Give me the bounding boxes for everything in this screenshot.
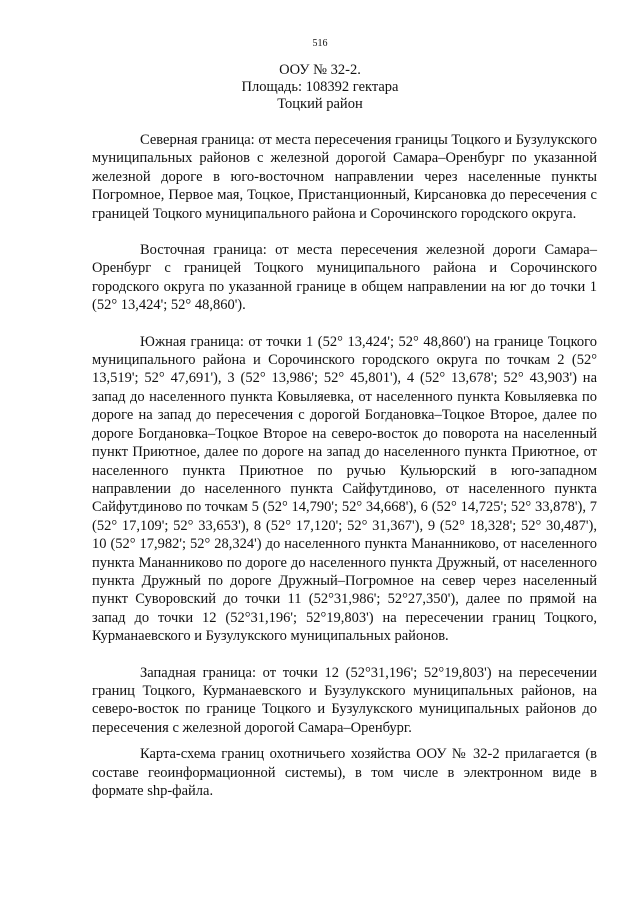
page-number: 516 [312, 38, 328, 49]
southern-boundary-paragraph: Южная граница: от точки 1 (52° 13,424'; 52° 48,860') на границе Тоцкого муниципального района и Сорочинского городского округа по точкам 2 (52° 13,519'; 52° 47,691'), 3 (52° 13,986'; 52° 45,801'), 4 (52° 13,678'; 52° 43,903') на запад до населенного пункта Ковыляевка, от населенного пункта Ковыляевка по дороге на запад до пересечения с дорогой Богдановка–Тоцкое Второе, далее по дороге Богдановка–Тоцкое Второе на северо-восток до поворота на населенный пункт Приютное, далее по дороге на запад до населенного пункта Приютное, от населенного пункта Приютное по ручью Кульюрский в юго-западном направлении до населенного пункта Сайфутдиново, от населенного пункта Сайфутдиново по точкам 5 (52° 14,790'; 52° 34,668'), 6 (52° 14,725'; 52° 33,878'), 7 (52° 17,109'; 52° 33,653'), 8 (52° 17,120'; 52° 31,367'), 9 (52° 18,328'; 52° 30,487'), 10 (52° 17,982'; 52° 28,324') до населенного пункта Мананниково, от населенного пункта Мананниково по дороге до населенного пункта Дружный, от населенного пункта Дружный по дороге Дружный–Погромное на север через населенный пункт Суворовский до точки 11 (52°31,986'; 52°27,350'), далее по прямой на запад до точки 12 (52°31,196'; 52°19,803') на пересечении границ Тоцкого, Курманаевского и Бузулукского муниципальных районов. [92, 333, 597, 645]
document-header [0, 62, 640, 113]
area-line: Площадь: 108392 гектара [241, 79, 399, 95]
hunting-ground-title: ООУ № 32-2. [279, 62, 361, 78]
map-scheme-note-paragraph: Карта-схема границ охотничьего хозяйства ООУ № 32-2 прилагается (в составе геоинформационной системы), в том числе в электронном виде в формате shp-файла. [92, 746, 597, 799]
northern-boundary-paragraph: Северная граница: от места пересечения границы Тоцкого и Бузулукского муниципальных районов с железной дорогой Самара–Оренбург по указанной железной дороге в юго-восточном направлении через населенные пункты Погромное, Первое мая, Тоцкое, Пристанционный, Кирсановка до пересечения с границей Тоцкого муниципального района и Сорочинского городского округа. [92, 132, 597, 222]
document-body [92, 131, 597, 818]
western-boundary-paragraph: Западная граница: от точки 12 (52°31,196'; 52°19,803') на пересечении границ Тоцкого, Курманаевского и Бузулукского муниципальных районов, на северо-восток по границе Тоцкого и Бузулукского муниципальных районов до пересечения с железной дорогой Самара–Оренбург. [92, 664, 597, 736]
eastern-boundary-paragraph: Восточная граница: от места пересечения железной дороги Самара–Оренбург с границей Тоцкого муниципального района и Сорочинского городского округа по указанной границе в общем направлении на юг до точки 1 (52° 13,424'; 52° 48,860'). [92, 242, 597, 314]
district-line: Тоцкий район [277, 96, 363, 112]
